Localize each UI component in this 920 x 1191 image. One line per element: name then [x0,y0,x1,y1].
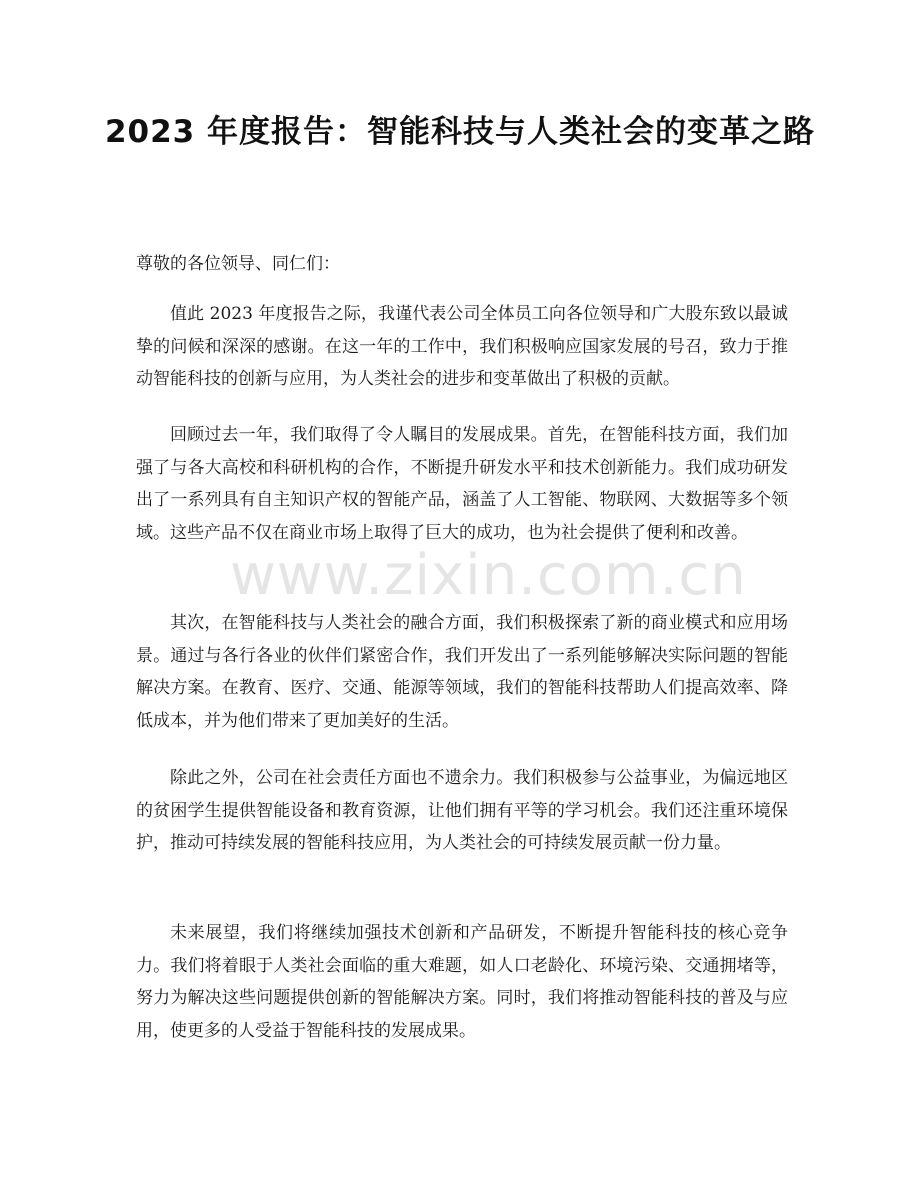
salutation: 尊敬的各位领导、同仁们： [136,254,340,274]
document-title: 2023 年度报告：智能科技与人类社会的变革之路 [104,114,816,150]
paragraph-greeting: 值此 2023 年度报告之际，我谨代表公司全体员工向各位领导和广大股东致以最诚挚的问候和深深的感谢。在这一年的工作中，我们积极响应国家发展的号召，致力于推动智能科技的创新与应用，为人类社会的进步和变革做出了积极的贡献。 [136,304,788,390]
paragraph-outlook: 未来展望，我们将继续加强技术创新和产品研发，不断提升智能科技的核心竞争力。我们将着眼于人类社会面临的重大难题，如人口老龄化、环境污染、交通拥堵等，努力为解决这些问题提供创新的智能解决方案。同时，我们将推动智能科技的普及与应用，使更多的人受益于智能科技的发展成果。 [136,923,788,1041]
watermark: www.zixin.com.cn [230,543,747,608]
paragraph-review: 回顾过去一年，我们取得了令人瞩目的发展成果。首先，在智能科技方面，我们加强了与各大高校和科研机构的合作，不断提升研发水平和技术创新能力。我们成功研发出了一系列具有自主知识产权的智能产品，涵盖了人工智能、物联网、大数据等多个领域。这些产品不仅在商业市场上取得了巨大的成功，也为社会提供了便利和改善。 [136,425,788,543]
paragraph-social-responsibility: 除此之外，公司在社会责任方面也不遗余力。我们积极参与公益事业，为偏远地区的贫困学生提供智能设备和教育资源，让他们拥有平等的学习机会。我们还注重环境保护，推动可持续发展的智能科技应用，为人类社会的可持续发展贡献一份力量。 [136,768,788,854]
paragraph-integration: 其次，在智能科技与人类社会的融合方面，我们积极探索了新的商业模式和应用场景。通过与各行各业的伙伴们紧密合作，我们开发出了一系列能够解决实际问题的智能解决方案。在教育、医疗、交通、能源等领域，我们的智能科技帮助人们提高效率、降低成本，并为他们带来了更加美好的生活。 [136,613,788,731]
